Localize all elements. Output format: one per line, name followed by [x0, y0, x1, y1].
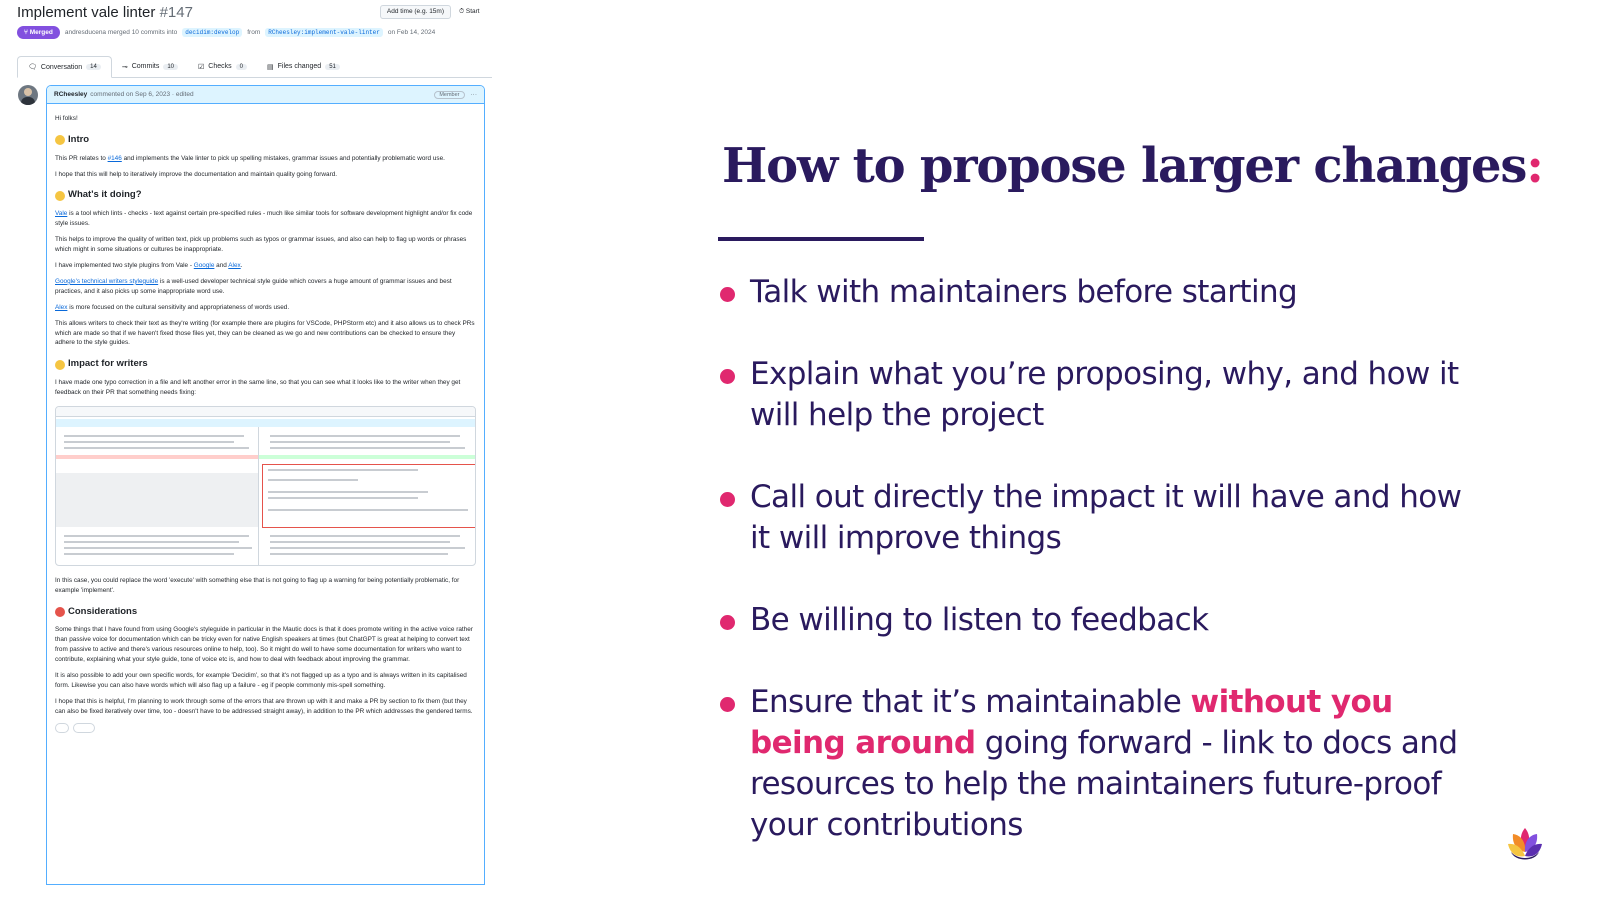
comment-meta: commented on Sep 6, 2023 · edited: [90, 91, 194, 98]
merged-label: Merged: [29, 29, 53, 36]
doing-paragraph-5: [55, 303, 476, 313]
text: I have implemented two style plugins from Vale -: [55, 261, 192, 269]
consider-paragraph-2: It is also possible to add your own specific words, for example 'Decidim', so that it's not flagged up as a typo and is always written in its capitalised form. Likewise you can also have words which will also flag up a failure - eg if people commonly mis-spell something.: [55, 672, 467, 690]
styleguide-link[interactable]: Google's technical writers styleguide: [55, 277, 159, 285]
text: and implements the Vale linter to pick up spelling mistakes, grammar issues and potentially problematic word use.: [123, 154, 445, 162]
files-icon: ▤: [266, 63, 274, 71]
doing-paragraph-6: This allows writers to check their text as they're writing (for example there are plugins for VSCode, PHPStorm etc) and it also allows us to check PRs which are made so that if we haven't fixed those files yet, they can be cleaned as we go and new contributions can be checked to ensure they adhere to the style guides.: [55, 319, 475, 347]
impact-paragraph-1: I have made one typo correction in a file and left another error in the same line, so that you can see what it looks like to the writer when they get feedback on their PR that something needs fixing:: [55, 379, 461, 396]
pr-actions: [380, 5, 493, 19]
lifebuoy-icon: [55, 607, 65, 617]
bullet-text: Ensure that it’s maintainable: [750, 684, 1191, 720]
reactions: [55, 723, 476, 733]
bullet-dot-icon: [720, 697, 735, 712]
tab-conversation[interactable]: [17, 56, 112, 78]
tab-commits[interactable]: [112, 56, 188, 77]
heading-text: Considerations: [68, 605, 138, 617]
start-button[interactable]: [459, 5, 493, 19]
slide-title-text: How to propose larger changes: [722, 138, 1527, 194]
intro-paragraph-2: I hope that this will help to iteratively improve the documentation and maintain quality going forward.: [55, 170, 338, 178]
bullet-text: Talk with maintainers before starting: [750, 274, 1298, 310]
merged-badge: [17, 26, 60, 39]
text: is more focused on the cultural sensitivity and appropriateness of words used.: [69, 303, 290, 311]
alex-link[interactable]: Alex: [55, 303, 68, 311]
start-label: Start: [465, 8, 480, 15]
merge-text: andresducena merged 10 commits into: [64, 29, 178, 36]
bullet-dot-icon: [720, 492, 735, 507]
tab-files-changed[interactable]: [257, 56, 350, 77]
vale-link[interactable]: Vale: [55, 210, 68, 218]
wave-icon: [55, 135, 65, 145]
greeting: Hi folks!: [55, 115, 78, 122]
comment-body: [47, 104, 484, 743]
member-badge: Member: [434, 91, 464, 99]
slide-title-colon: :: [1526, 138, 1543, 194]
pr-comment: [46, 85, 485, 885]
google-link[interactable]: Google: [193, 261, 215, 269]
heading-doing: [55, 188, 476, 203]
alex-link[interactable]: Alex: [228, 261, 241, 269]
base-branch[interactable]: decidim:develop: [182, 28, 242, 37]
heading-text: What's it doing?: [68, 189, 142, 201]
issue-link[interactable]: #146: [107, 154, 122, 162]
diff-hunk-header: [56, 419, 475, 427]
pr-number: #147: [159, 4, 193, 21]
title-underline: [718, 237, 924, 241]
bullet-highlight: without you being around: [750, 684, 1393, 761]
consider-paragraph-1: Some things that I have found from using Google's styleguide in particular in the Mautic docs is that it does promote writing in the active voice rather than passive voice for documentation which can be tricky even for native English speakers at times (but ChatGPT is great at helping to convert text from passive to active and there's various resources online to help, too). So it might do well to have some documentation for writers who want to contribute, explaining what your style guide, tone of voice etc is, and how to deal with feedback about improving the grammar.: [55, 626, 473, 664]
bullet-text: Explain what you’re proposing, why, and how it will help the project: [750, 356, 1459, 433]
doing-paragraph-4: [55, 277, 476, 297]
commits-icon: ⊸: [121, 63, 128, 71]
thinking-icon: [55, 191, 65, 201]
text: is a tool which lints - checks - text against certain pre-specified rules - much like similar tools for software development highlight and/or fix code style issues.: [55, 210, 473, 228]
heading-text: Impact for writers: [68, 358, 148, 370]
bullet-dot-icon: [720, 615, 735, 630]
slide-title: [722, 138, 1543, 194]
heading-impact: [55, 357, 476, 372]
tab-counter: 0: [236, 64, 247, 70]
doing-paragraph-1: [55, 209, 476, 229]
bullet-item: [718, 272, 1297, 313]
impact-paragraph-2: In this case, you could replace the word 'execute' with something else that is not going to flag up a warning for being potentially problematic, for example 'implement'.: [55, 576, 460, 594]
heading-text: Intro: [68, 133, 90, 145]
bullet-item: [718, 682, 1478, 846]
conversation-icon: 🗨: [28, 64, 37, 71]
doing-paragraph-3: I have implemented two style plugins from Vale - Google and Alex.: [55, 261, 243, 269]
tab-label: Conversation: [40, 63, 83, 71]
pr-title-text: Implement vale linter: [17, 4, 156, 21]
intro-paragraph-1: [55, 154, 476, 164]
comment-header: [47, 86, 484, 104]
tab-label: Commits: [131, 63, 160, 70]
tab-label: Checks: [208, 63, 232, 70]
bullet-text: Call out directly the impact it will have and how it will improve things: [750, 479, 1462, 556]
bullet-text: Be willing to listen to feedback: [750, 602, 1209, 638]
merge-icon: ⑂: [24, 29, 30, 36]
comment-author[interactable]: RCheesley: [54, 91, 88, 98]
diff-file-header: [56, 407, 475, 417]
text: and: [216, 261, 227, 269]
tab-counter: 14: [86, 64, 101, 70]
lint-error-annotation: [262, 464, 476, 528]
text: is a well-used developer technical style guide which covers a huge amount of grammar issues and best practices, and it also picks up some inappropriate word use.: [55, 277, 452, 295]
head-branch[interactable]: RCheesley:implement-vale-linter: [265, 28, 383, 37]
bullet-item: [718, 600, 1208, 641]
tab-counter: 10: [163, 64, 178, 70]
text: This PR relates to: [55, 154, 106, 162]
tab-label: Files changed: [277, 63, 322, 70]
merged-date: on Feb 14, 2024: [387, 29, 436, 36]
bullet-item: [718, 354, 1478, 436]
bullet-text: going forward - link to docs and resources to help the maintainers future-proof your contributions: [750, 725, 1458, 843]
heading-intro: [55, 133, 476, 148]
consider-paragraph-3: I hope that this is helpful, I'm planning to work through some of the errors that are thrown up with it and make a PR by section to fix them (but they can also be fixed iteratively over time, too - doesn't have to be addressed straight away), in addition to the PR which addresses the gendered terms.: [55, 698, 473, 715]
pr-title: [17, 4, 193, 21]
heading-considerations: [55, 605, 476, 620]
checks-icon: ☑: [198, 63, 205, 71]
doing-paragraph-2: This helps to improve the quality of written text, pick up problems such as typos or grammar issues, and also can help to flag up words or phrases which might in some situations or cultures be inappropriate.: [55, 236, 467, 253]
add-reaction-icon[interactable]: [55, 723, 69, 733]
tab-counter: 51: [325, 64, 340, 70]
pr-tabs: [17, 56, 492, 78]
add-time-button[interactable]: Add time (e.g. 15m): [380, 5, 451, 19]
reaction-badge[interactable]: [73, 723, 95, 733]
pr-screenshot: [0, 0, 505, 900]
from-text: from: [247, 29, 261, 36]
clock-icon: ⏱: [459, 8, 466, 15]
bullet-dot-icon: [720, 369, 735, 384]
tab-checks[interactable]: [188, 56, 257, 77]
avatar[interactable]: [18, 85, 38, 105]
lotus-logo-icon: [1504, 822, 1546, 864]
diff-screenshot: [55, 406, 476, 566]
writing-hand-icon: [55, 360, 65, 370]
bullet-item: [718, 477, 1478, 559]
bullet-dot-icon: [720, 287, 735, 302]
pr-status-row: [17, 26, 435, 39]
more-options-icon[interactable]: ···: [470, 91, 477, 98]
